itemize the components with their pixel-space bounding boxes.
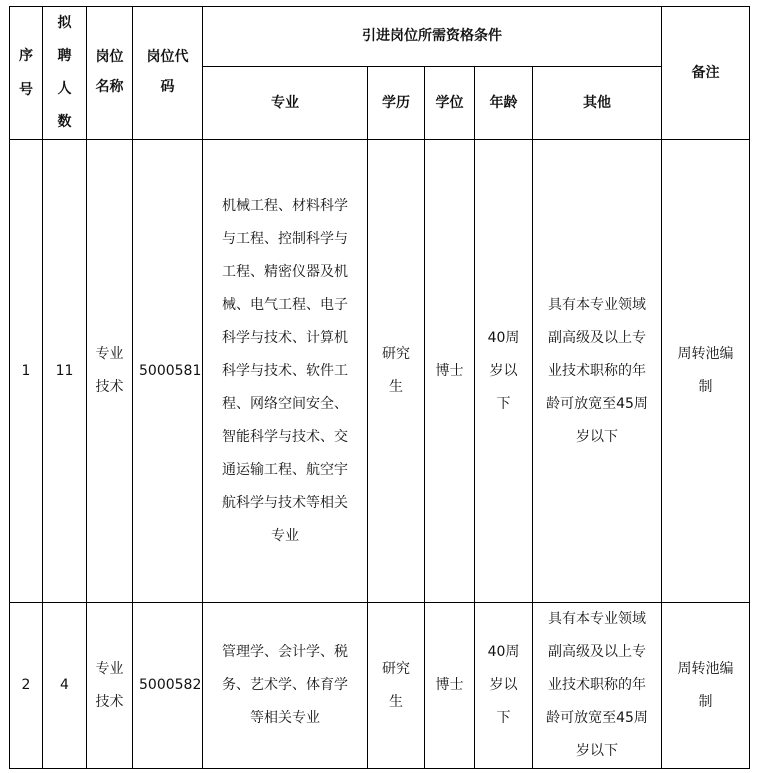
header-remark	[662, 7, 750, 140]
seq-value: 1	[21, 362, 31, 379]
header-other-label: 其他	[583, 94, 612, 111]
header-remark-label: 备注	[691, 64, 720, 81]
cell-education	[368, 140, 425, 603]
header-count	[43, 7, 87, 140]
cell-post-name	[87, 603, 133, 769]
table-row	[10, 140, 750, 603]
post-code-value: 5000581	[139, 362, 202, 379]
cell-seq	[10, 603, 43, 769]
recruitment-table	[9, 6, 750, 769]
header-seq	[10, 7, 43, 140]
header-education	[368, 67, 425, 140]
header-education-label: 学历	[382, 94, 410, 111]
cell-seq	[10, 140, 43, 603]
header-age	[475, 67, 533, 140]
header-seq-label: 序 号	[19, 48, 33, 98]
post-name-value: 专业 技术	[95, 346, 124, 395]
header-post-name	[87, 7, 133, 140]
cell-age	[475, 140, 533, 603]
cell-major	[203, 140, 368, 603]
cell-post-code	[133, 140, 203, 603]
table-row	[10, 603, 750, 769]
cell-post-code	[133, 603, 203, 769]
header-degree-label: 学位	[435, 94, 464, 111]
degree-value: 博士	[435, 362, 464, 379]
count-value: 4	[60, 677, 69, 693]
seq-value: 2	[21, 677, 31, 693]
header-post-name-label: 岗位 名称	[95, 49, 124, 95]
cell-count	[43, 140, 87, 603]
cell-other	[533, 140, 662, 603]
cell-post-name	[87, 140, 133, 603]
other-value: 具有本专业领域 副高级及以上专 业技术职称的年 龄可放宽至45周 岁以下	[546, 296, 648, 445]
cell-other	[533, 603, 662, 769]
degree-value: 博士	[435, 677, 464, 693]
header-qualification-group	[203, 7, 662, 67]
education-value: 研究 生	[382, 660, 410, 710]
cell-remark	[662, 140, 750, 603]
cell-count	[43, 603, 87, 769]
remark-value: 周转池编 制	[677, 660, 734, 710]
cell-degree	[425, 140, 475, 603]
age-value: 40周 岁以 下	[487, 644, 520, 726]
post-name-value: 专业 技术	[95, 660, 124, 710]
major-value: 管理学、会计学、税 务、艺术学、体育学 等相关专业	[222, 644, 348, 726]
cell-age	[475, 603, 533, 769]
header-degree	[425, 67, 475, 140]
other-value: 具有本专业领域 副高级及以上专 业技术职称的年 龄可放宽至45周 岁以下	[546, 611, 648, 759]
cell-degree	[425, 603, 475, 769]
header-age-label: 年龄	[489, 94, 518, 111]
cell-education	[368, 603, 425, 769]
education-value: 研究 生	[382, 346, 410, 395]
count-value: 11	[55, 362, 74, 379]
cell-major	[203, 603, 368, 769]
remark-value: 周转池编 制	[677, 346, 734, 395]
header-major	[203, 67, 368, 140]
header-post-code-label: 岗位代 码	[146, 49, 189, 95]
header-post-code	[133, 7, 203, 140]
cell-remark	[662, 603, 750, 769]
header-count-label: 拟 聘 人 数	[57, 15, 72, 130]
post-code-value: 5000582	[139, 677, 202, 693]
header-qualification-group-label: 引进岗位所需资格条件	[362, 28, 503, 45]
age-value: 40周 岁以 下	[487, 329, 520, 412]
header-other	[533, 67, 662, 140]
header-major-label: 专业	[271, 94, 299, 111]
major-value: 机械工程、材料科学 与工程、控制科学与 工程、精密仪器及机 械、电气工程、电子 科学与技术、计算机 科学与技术、软件工 程、网络空间安全、 智能科学与技术、交 通运输工程、航空宇 航科学与技术等相关 专业	[222, 197, 348, 544]
